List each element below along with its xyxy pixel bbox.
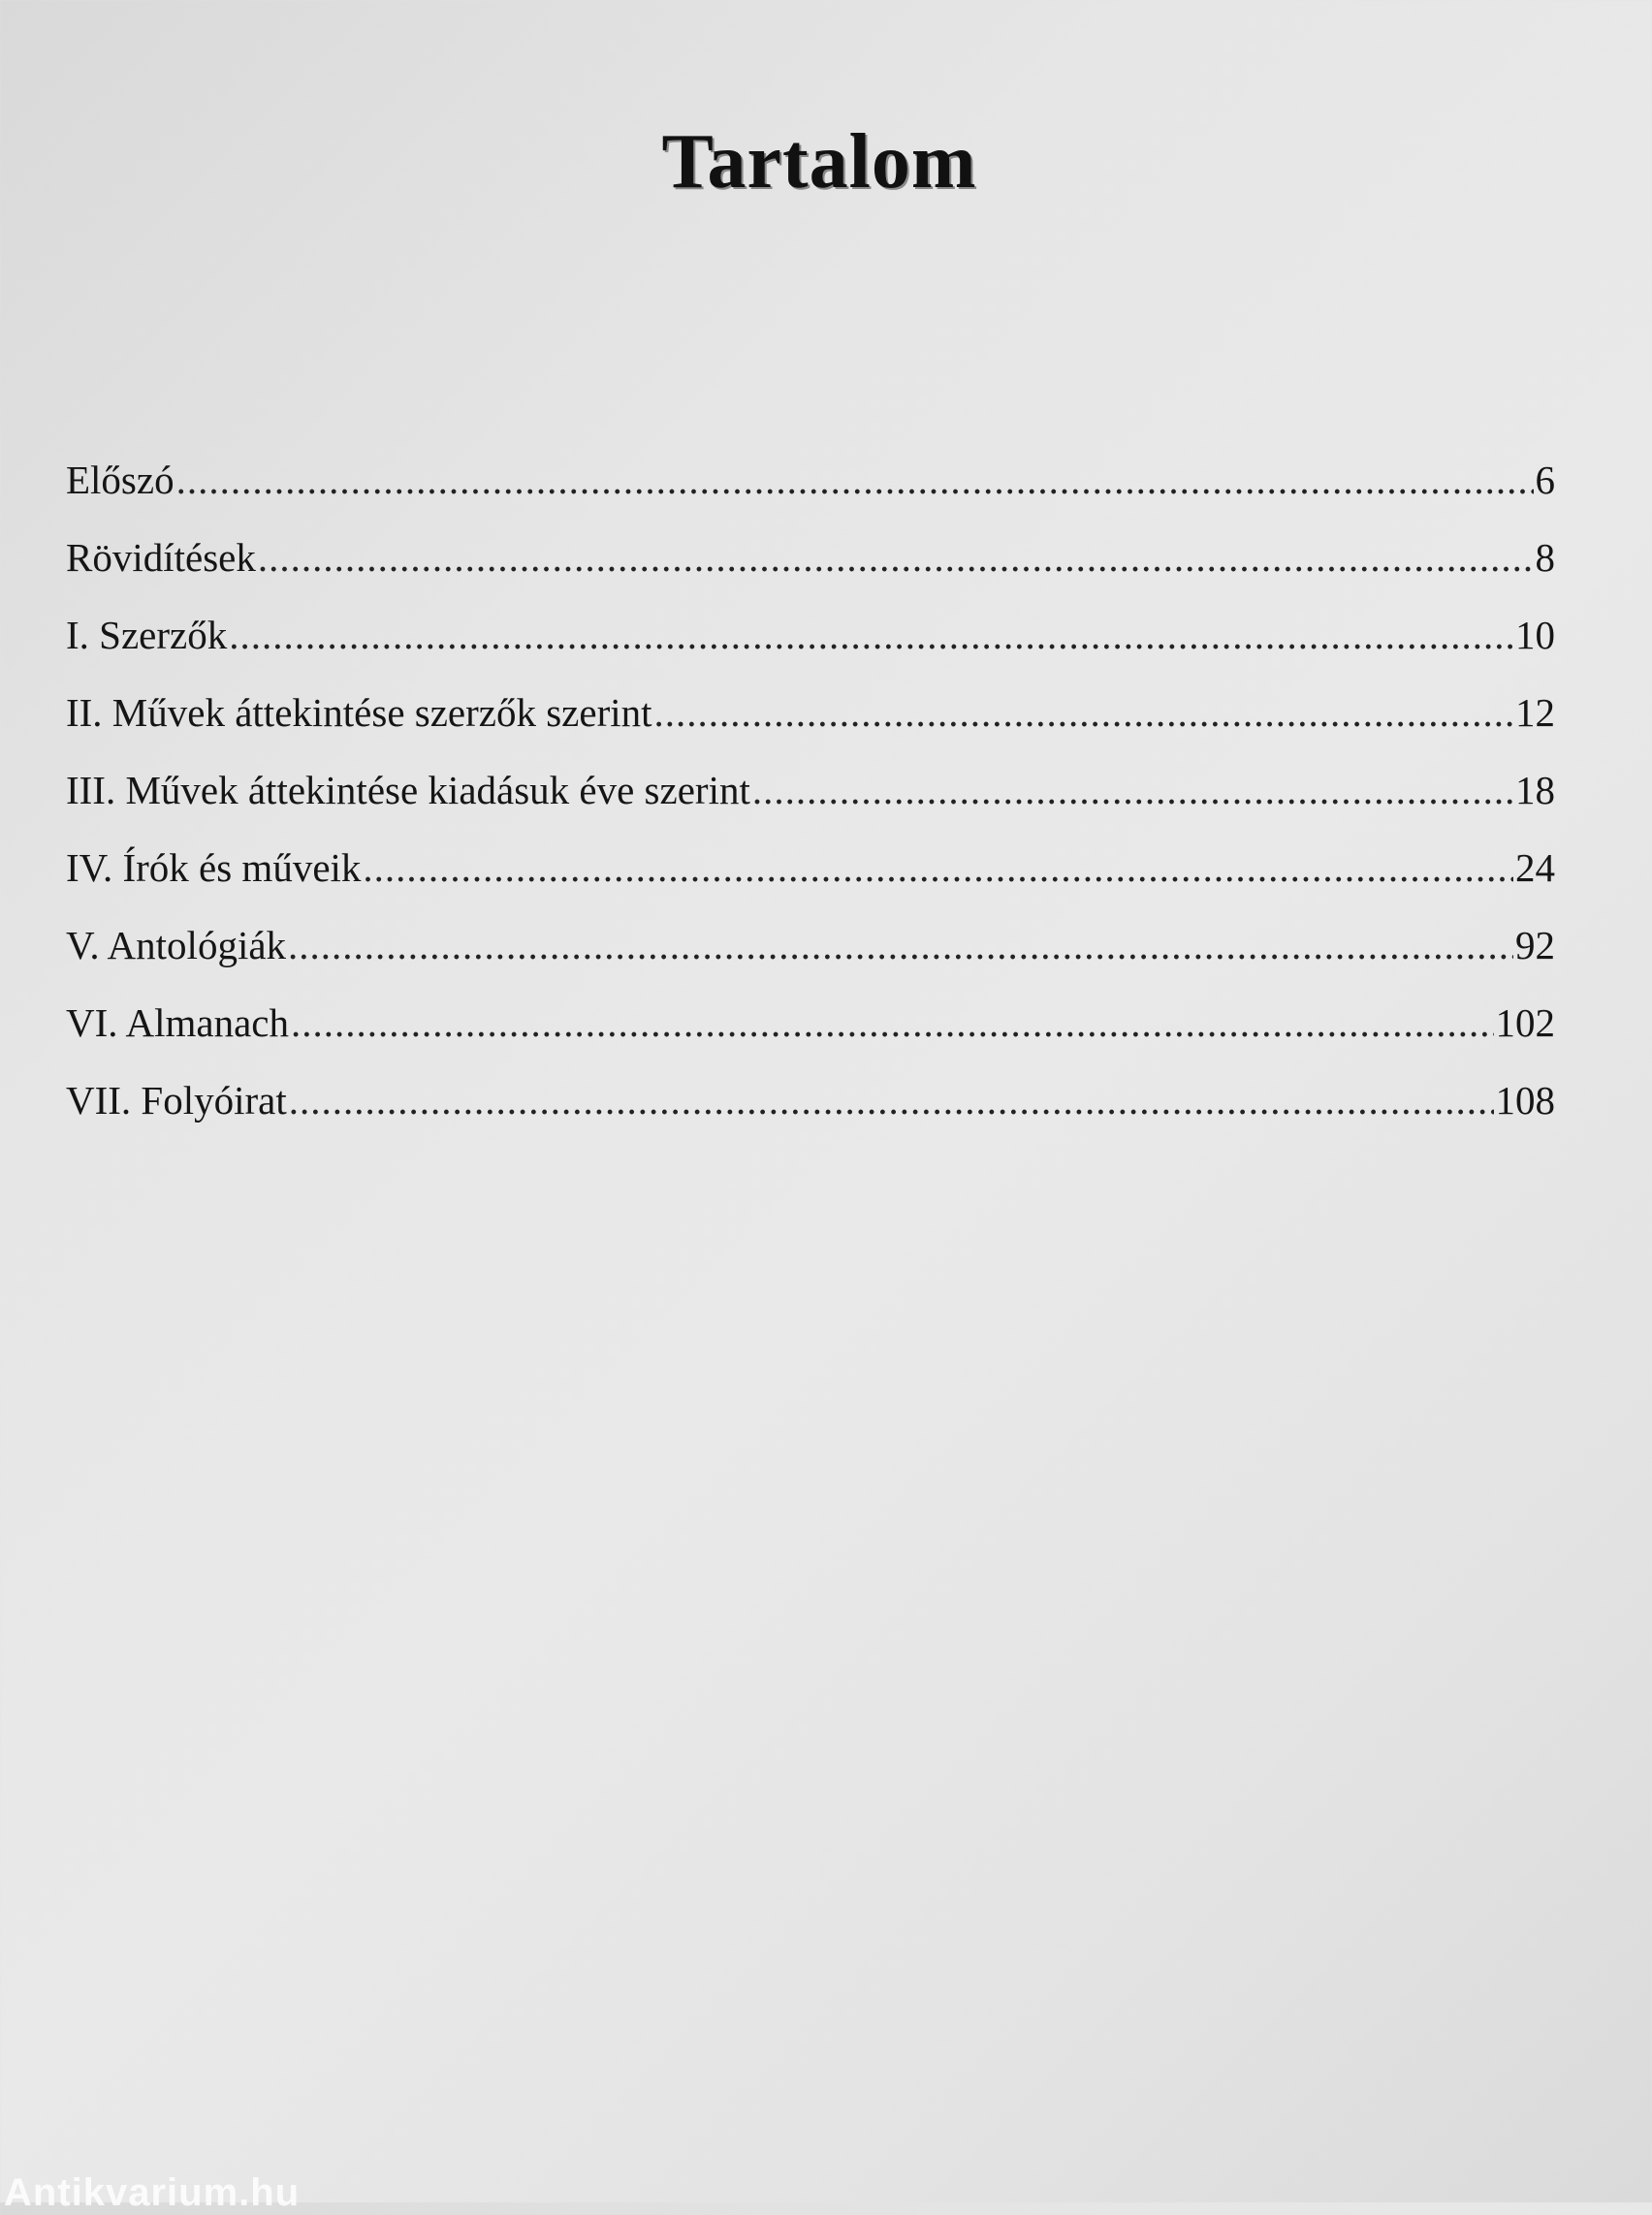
toc-entry-label: IV. Írók és műveik	[66, 845, 362, 890]
toc-entry-label: VII. Folyóirat	[66, 1078, 287, 1123]
page-title: Tartalom	[661, 119, 977, 205]
toc-entry-label: I. Szerzők	[66, 613, 228, 657]
table-of-contents	[66, 441, 1555, 1139]
toc-page-number: 108	[1495, 1078, 1555, 1123]
toc-dot-leader	[752, 751, 1513, 829]
toc-page-number: 102	[1495, 1000, 1555, 1045]
toc-page-number: 10	[1515, 613, 1555, 657]
toc-dot-leader	[229, 596, 1513, 674]
toc-entry-works-by-author	[66, 674, 1555, 751]
toc-page-number: 12	[1515, 690, 1555, 735]
toc-page-number: 24	[1515, 845, 1555, 890]
toc-entry-label: VI. Almanach	[66, 1000, 289, 1045]
toc-entry-anthologies	[66, 906, 1555, 984]
toc-dot-leader	[291, 984, 1494, 1061]
toc-entry-label: V. Antológiák	[66, 923, 287, 967]
toc-entry-periodical	[66, 1061, 1555, 1139]
toc-page-number: 92	[1515, 923, 1555, 967]
toc-entry-abbreviations	[66, 519, 1555, 596]
toc-dot-leader	[288, 906, 1513, 984]
toc-entry-works-by-year	[66, 751, 1555, 829]
toc-entry-label: Rövidítések	[66, 535, 256, 580]
toc-page-number: 8	[1535, 535, 1555, 580]
toc-entry-preface	[66, 441, 1555, 519]
toc-entry-label: Előszó	[66, 458, 175, 502]
toc-entry-almanac	[66, 984, 1555, 1061]
toc-entry-label: II. Művek áttekintése szerzők szerint	[66, 690, 652, 735]
toc-entry-label: III. Művek áttekintése kiadásuk éve szerint	[66, 768, 750, 812]
toc-entry-writers-and-works	[66, 829, 1555, 906]
toc-page-number: 6	[1535, 458, 1555, 502]
toc-dot-leader	[654, 674, 1513, 751]
toc-dot-leader	[258, 519, 1534, 596]
toc-entry-authors	[66, 596, 1555, 674]
toc-dot-leader	[176, 441, 1534, 519]
toc-dot-leader	[289, 1061, 1494, 1139]
toc-dot-leader	[363, 829, 1513, 906]
watermark: Antikvarium.hu	[4, 2171, 301, 2214]
toc-page-number: 18	[1515, 768, 1555, 812]
